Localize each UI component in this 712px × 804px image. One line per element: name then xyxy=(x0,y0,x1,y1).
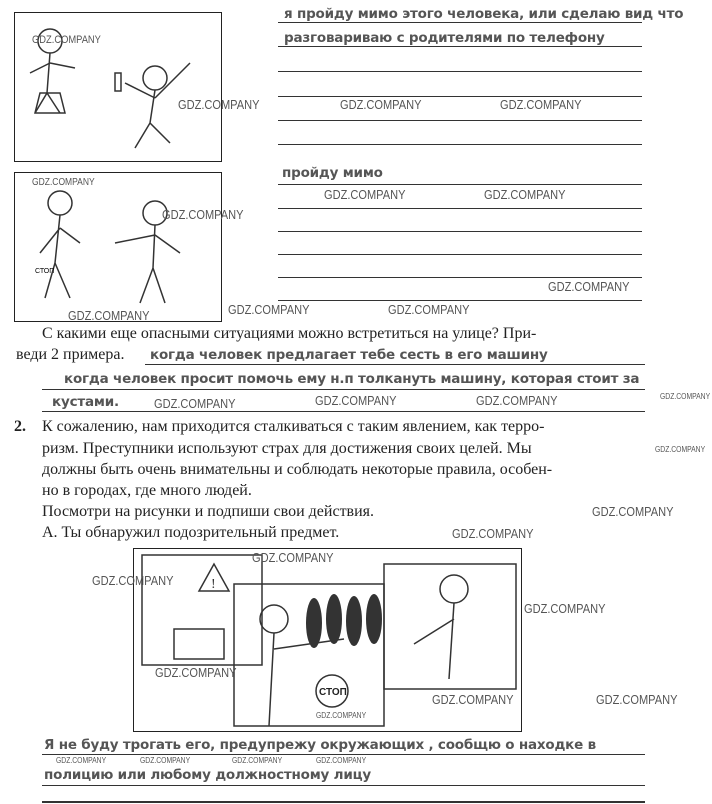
task-item-a: А. Ты обнаружил подозрительный предмет. xyxy=(42,524,340,541)
answer-text: я пройду мимо этого человека, или сделаю вид что xyxy=(284,6,684,22)
answer-line xyxy=(278,231,642,232)
watermark: GDZ.COMPANY xyxy=(655,445,706,454)
answer-line xyxy=(42,389,645,390)
watermark: GDZ.COMPANY xyxy=(228,302,310,317)
illustration-stop-gesture xyxy=(14,172,222,322)
answer-line xyxy=(278,22,642,23)
stop-sign-label: СТОП xyxy=(319,687,347,698)
answer-line xyxy=(145,364,645,365)
answer-line xyxy=(278,96,642,97)
watermark: GDZ.COMPANY xyxy=(32,177,95,188)
watermark: GDZ.COMPANY xyxy=(68,308,150,323)
answer-line xyxy=(278,300,642,301)
stop-sign-label: СТОП xyxy=(35,268,55,275)
watermark: GDZ.COMPANY xyxy=(316,711,367,720)
answer-line xyxy=(278,184,642,185)
watermark: GDZ.COMPANY xyxy=(154,396,236,411)
answer-text: полицию или любому должностному лицу xyxy=(44,767,372,783)
answer-text: кустами. xyxy=(52,394,119,410)
answer-line xyxy=(278,71,642,72)
answer-line xyxy=(278,120,642,121)
answer-text: когда человек просит помочь ему н.п толкануть машину, которая стоит за xyxy=(64,371,640,387)
watermark: GDZ.COMPANY xyxy=(476,393,558,408)
watermark: GDZ.COMPANY xyxy=(340,97,422,112)
watermark: GDZ.COMPANY xyxy=(32,34,101,46)
watermark: GDZ.COMPANY xyxy=(592,504,674,519)
answer-line xyxy=(42,785,645,786)
children-drawing-icon xyxy=(15,173,221,321)
answer-text: Я не буду трогать его, предупрежу окружающих , сообщю о находке в xyxy=(44,737,596,753)
answer-line xyxy=(42,801,645,803)
watermark: GDZ.COMPANY xyxy=(92,573,174,588)
answer-line xyxy=(42,754,645,755)
answer-line xyxy=(278,208,642,209)
svg-text:!: ! xyxy=(211,577,216,592)
watermark: GDZ.COMPANY xyxy=(140,756,191,765)
watermark: GDZ.COMPANY xyxy=(252,550,334,565)
watermark: GDZ.COMPANY xyxy=(316,756,367,765)
watermark: GDZ.COMPANY xyxy=(155,665,237,680)
watermark: GDZ.COMPANY xyxy=(524,601,606,616)
watermark: GDZ.COMPANY xyxy=(432,692,514,707)
watermark: GDZ.COMPANY xyxy=(324,187,406,202)
watermark: GDZ.COMPANY xyxy=(388,302,470,317)
watermark: GDZ.COMPANY xyxy=(232,756,283,765)
task-text: должны быть очень внимательны и соблюдать некоторые правила, особен- xyxy=(42,461,553,478)
watermark: GDZ.COMPANY xyxy=(596,692,678,707)
task-number: 2. xyxy=(14,418,26,435)
answer-text: когда человек предлагает тебе сесть в его машину xyxy=(150,347,548,363)
watermark: GDZ.COMPANY xyxy=(315,393,397,408)
watermark: GDZ.COMPANY xyxy=(162,207,244,222)
watermark: GDZ.COMPANY xyxy=(500,97,582,112)
watermark: GDZ.COMPANY xyxy=(178,97,260,112)
answer-line xyxy=(278,277,642,278)
task-instruction: Посмотри на рисунки и подпиши свои действия. xyxy=(42,503,375,520)
watermark: GDZ.COMPANY xyxy=(484,187,566,202)
watermark: GDZ.COMPANY xyxy=(56,756,107,765)
question-text: веди 2 примера. xyxy=(16,346,125,363)
answer-line xyxy=(278,46,642,47)
answer-text: разговариваю с родителями по телефону xyxy=(284,30,605,46)
task-text: К сожалению, нам приходится сталкиваться с таким явлением, как терро- xyxy=(42,418,545,435)
watermark: GDZ.COMPANY xyxy=(548,279,630,294)
task-text: ризм. Преступники используют страх для достижения своих целей. Мы xyxy=(42,440,532,457)
answer-line xyxy=(278,144,642,145)
question-text: С какими еще опасными ситуациями можно встретиться на улице? При- xyxy=(42,325,537,342)
watermark: GDZ.COMPANY xyxy=(452,526,534,541)
watermark: GDZ.COMPANY xyxy=(660,392,711,401)
answer-line xyxy=(278,254,642,255)
answer-text: пройду мимо xyxy=(282,165,383,181)
task-text: но в городах, где много людей. xyxy=(42,482,252,499)
answer-line xyxy=(42,411,645,412)
